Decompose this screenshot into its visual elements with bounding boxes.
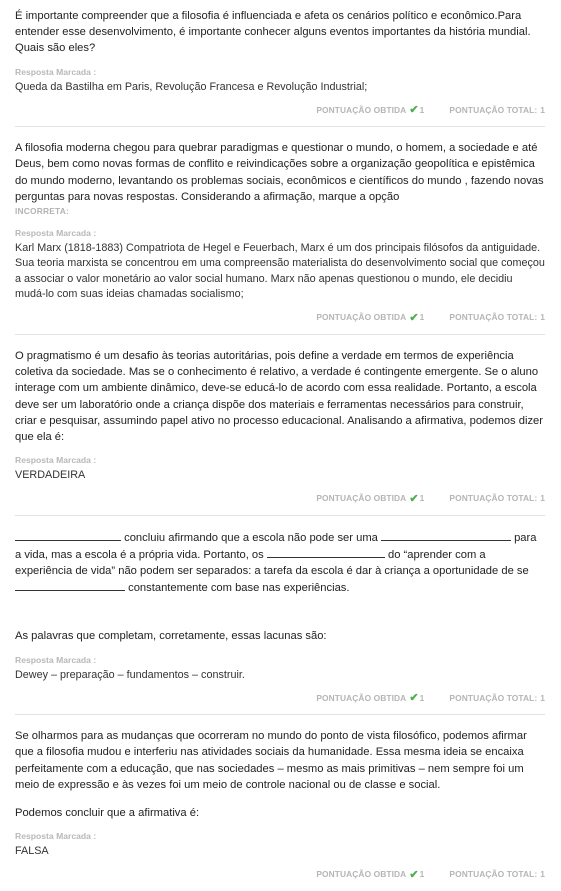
marked-answer: Queda da Bastilha em Paris, Revolução Francesa e Revolução Industrial; bbox=[15, 80, 368, 93]
score-obtained-label: PONTUAÇÃO OBTIDA bbox=[316, 869, 407, 880]
score-obtained-label: PONTUAÇÃO OBTIDA bbox=[316, 493, 407, 504]
check-icon: ✔ bbox=[409, 492, 419, 505]
score-total-label: PONTUAÇÃO TOTAL: bbox=[449, 312, 538, 323]
question-block bbox=[15, 529, 545, 716]
score-row bbox=[15, 868, 545, 881]
marked-answer-label: Resposta Marcada : bbox=[15, 227, 97, 238]
score-row bbox=[15, 103, 545, 116]
check-icon: ✔ bbox=[409, 692, 419, 705]
check-icon: ✔ bbox=[409, 104, 419, 117]
marked-answer: VERDADEIRA bbox=[15, 469, 86, 482]
question-block bbox=[15, 8, 545, 127]
score-obtained-value: 1 bbox=[419, 312, 425, 323]
marked-answer: Karl Marx (1818-1883) Compatriota de Hegel e Feuerbach, Marx é um dos principais filósofos da antiguidade. Sua teoria marxista se concentrou em uma compreensão materialista do desenvolvimento social que começou a associar o valor monetário ao valor social humano. Marx não apenas questionou o mundo, ele decidiu mudá-lo com suas ideias chamadas socialismo; bbox=[15, 241, 545, 301]
blank-line bbox=[267, 546, 385, 558]
marked-answer: Dewey – preparação – fundamentos – construir. bbox=[15, 668, 245, 681]
score-row bbox=[15, 311, 545, 324]
score-total-label: PONTUAÇÃO TOTAL: bbox=[449, 493, 538, 504]
question-block bbox=[15, 728, 545, 891]
score-obtained-value: 1 bbox=[419, 692, 425, 703]
blank-line bbox=[15, 579, 125, 591]
question-text-part: do “aprender com a experiência de vida” não podem ser separados: a tarefa da escola é dar à criança a oportunidade de se bbox=[15, 548, 529, 578]
score-row bbox=[15, 691, 545, 704]
score-total-label: PONTUAÇÃO TOTAL: bbox=[449, 692, 538, 703]
score-total-value: 1 bbox=[540, 692, 545, 703]
score-total-value: 1 bbox=[540, 104, 545, 115]
score-obtained-value: 1 bbox=[419, 869, 425, 880]
blank-line bbox=[15, 529, 121, 541]
question-text bbox=[15, 728, 545, 821]
score-obtained-label: PONTUAÇÃO OBTIDA bbox=[316, 104, 407, 115]
question-text: O pragmatismo é um desafio às teorias autoritárias, pois define a verdade em termos de experiência coletiva da sociedade. Mas se o conhecimento é relativo, a verdade é contingente emergente. Se o aluno interage com um ambiente dinâmico, deve-se educá-lo de acordo com essa realidade. Portanto, a escola deve ser um laboratório onde a criança dispõe dos materiais e ferramentas necessários para construir, criar e pesquisar, assumindo papel ativo no processo educacional. Analisando a afirmativa, podemos dizer que ela é: bbox=[15, 349, 543, 443]
score-row bbox=[15, 492, 545, 505]
question-text bbox=[15, 529, 545, 645]
score-obtained-label: PONTUAÇÃO OBTIDA bbox=[316, 692, 407, 703]
score-total-value: 1 bbox=[540, 869, 545, 880]
question-block bbox=[15, 348, 545, 516]
question-text-part: para a vida, mas a escola é a própria vida. Portanto, os bbox=[15, 531, 537, 561]
blank-line bbox=[381, 529, 511, 541]
score-obtained-value: 1 bbox=[419, 493, 425, 504]
score-total-label: PONTUAÇÃO TOTAL: bbox=[449, 869, 538, 880]
question-prompt: As palavras que completam, corretamente, essas lacunas são: bbox=[15, 630, 327, 643]
question-text-part: constantemente com base nas experiências. bbox=[128, 582, 350, 595]
score-total-value: 1 bbox=[540, 312, 545, 323]
score-total-value: 1 bbox=[540, 493, 545, 504]
question-text-part: Se olharmos para as mudanças que ocorreram no mundo do ponto de vista filosófico, podemos afirmar que a filosofia mudou e interferiu nas atividades sociais da humanidade. Essa mesma ideia se encaixa perfeitamente com a educação, que nas sociedades – mesmo as mais primitivas – nem sempre foi um meio de expressão e às vezes foi um meio de controle nacional ou de classe e social. bbox=[15, 730, 527, 791]
question-text-part: concluiu afirmando que a escola não pode ser uma bbox=[124, 531, 378, 544]
marked-answer-label: Resposta Marcada : bbox=[15, 66, 97, 77]
check-icon: ✔ bbox=[409, 868, 419, 881]
marked-answer-label: Resposta Marcada : bbox=[15, 831, 97, 842]
incorrect-tag: INCORRETA: bbox=[15, 205, 69, 216]
marked-answer-label: Resposta Marcada : bbox=[15, 455, 97, 466]
question-block bbox=[15, 140, 545, 335]
question-text: É importante compreender que a filosofia é influenciada e afeta os cenários político e econômico.Para entender esse desenvolvimento, é importante conhecer alguns eventos importantes da história mundial. Quais são eles? bbox=[15, 10, 531, 55]
check-icon: ✔ bbox=[409, 311, 419, 324]
question-text: A filosofia moderna chegou para quebrar paradigmas e questionar o mundo, o homem, a sociedade e até Deus, bem como novas formas de conflito e reivindicações sobre a organização geopolítica e epistêmica do mundo moderno, levantando os problemas sociais, econômicos e científicos do mundo , fazendo novas perguntas para novas respostas. Considerando a afirmação, marque a opção bbox=[15, 142, 544, 203]
score-obtained-value: 1 bbox=[419, 104, 425, 115]
question-prompt: Podemos concluir que a afirmativa é: bbox=[15, 806, 200, 819]
marked-answer: FALSA bbox=[15, 845, 49, 858]
score-total-label: PONTUAÇÃO TOTAL: bbox=[449, 104, 538, 115]
marked-answer-label: Resposta Marcada : bbox=[15, 654, 97, 665]
score-obtained-label: PONTUAÇÃO OBTIDA bbox=[316, 312, 407, 323]
